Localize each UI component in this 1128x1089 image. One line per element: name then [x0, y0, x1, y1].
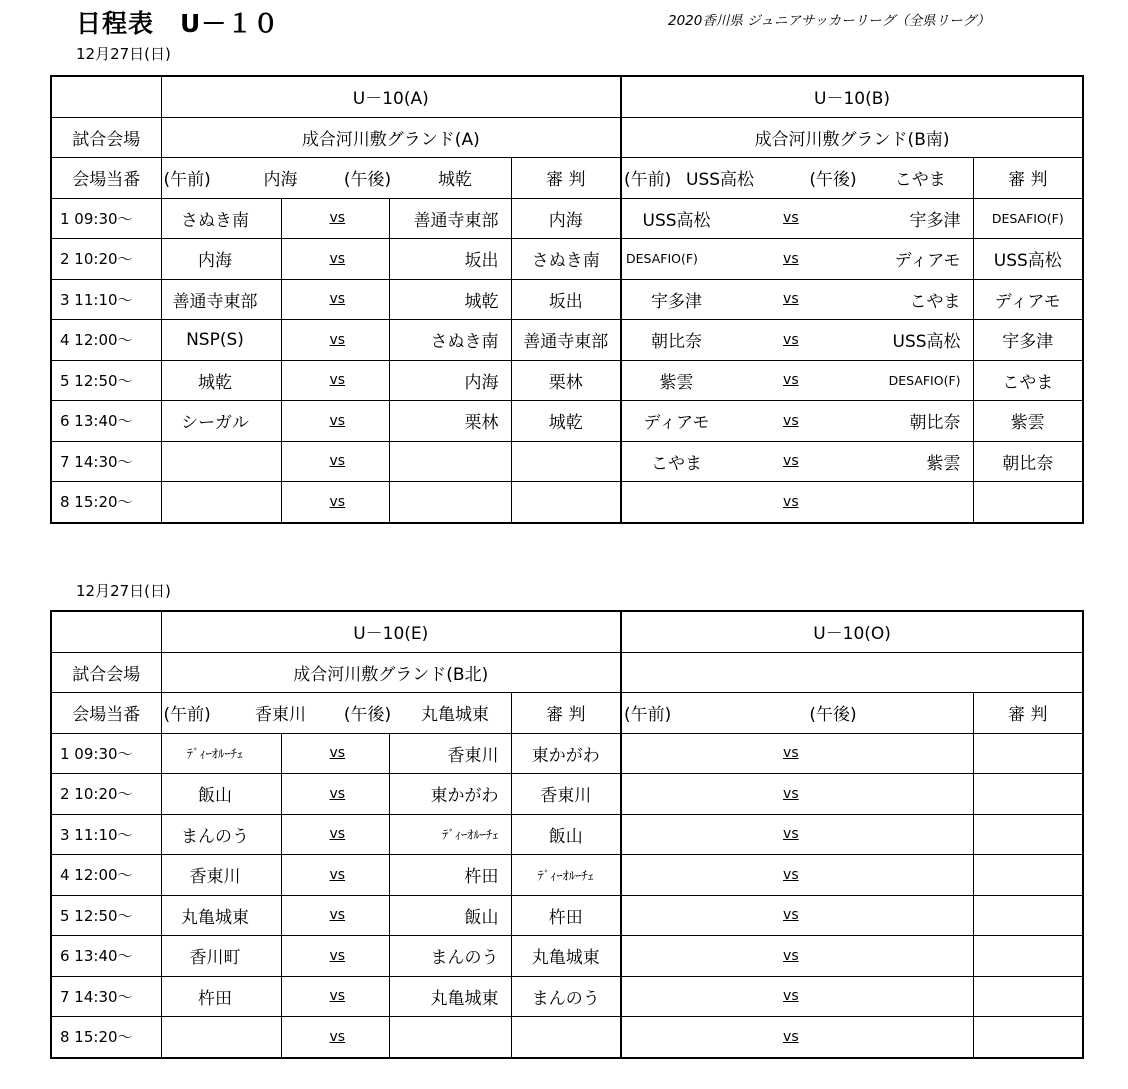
- referee-right: [973, 976, 1083, 1017]
- vs-label-right: vs: [731, 441, 847, 482]
- kickoff-time: 2 10:20～: [51, 239, 161, 280]
- referee-right: 紫雲: [973, 401, 1083, 442]
- match-row: [51, 1017, 1083, 1058]
- match-row: [51, 774, 1083, 815]
- away-team-left: まんのう: [389, 936, 511, 977]
- away-team-right: DESAFIO(F): [847, 360, 973, 401]
- away-team-left: ﾃﾞｨｰｵﾙｰﾁｪ: [389, 814, 511, 855]
- referee-left: [511, 441, 621, 482]
- referee-left: [511, 1017, 621, 1058]
- venue-right: [621, 652, 1083, 693]
- match-row: [51, 360, 1083, 401]
- vs-label-left: vs: [281, 774, 389, 815]
- kickoff-time: 7 14:30～: [51, 976, 161, 1017]
- home-team-right: DESAFIO(F): [621, 239, 731, 280]
- duty-row: [51, 693, 1083, 734]
- home-team-right: [621, 976, 731, 1017]
- home-team-left: [161, 1017, 281, 1058]
- venue-row: [51, 117, 1083, 158]
- referee-left: 香東川: [511, 774, 621, 815]
- home-team-right: 紫雲: [621, 360, 731, 401]
- vs-label-left: vs: [281, 198, 389, 239]
- group-title-left: U－10(E): [161, 611, 621, 652]
- away-team-right: [847, 814, 973, 855]
- referee-right: 朝比奈: [973, 441, 1083, 482]
- vs-label-right: vs: [731, 855, 847, 896]
- referee-left: 内海: [511, 198, 621, 239]
- duty-am-team: 内海: [263, 170, 298, 191]
- away-team-left: 坂出: [389, 239, 511, 280]
- league-subtitle: 2020香川県 ジュニアサッカーリーグ（全県リーグ）: [668, 13, 991, 29]
- vs-label-right: vs: [731, 198, 847, 239]
- away-team-left: 丸亀城東: [389, 976, 511, 1017]
- referee-left: 杵田: [511, 895, 621, 936]
- vs-label-right: vs: [731, 320, 847, 361]
- duty-right: [621, 693, 973, 734]
- home-team-right: [621, 733, 731, 774]
- date-label-block2: 12月27日(日): [76, 582, 171, 600]
- duty-pm-team: 城乾: [438, 170, 472, 191]
- duty-label: 会場当番: [51, 693, 161, 734]
- kickoff-time: 8 15:20～: [51, 482, 161, 523]
- referee-right: [973, 482, 1083, 523]
- group-title-right: U－10(O): [621, 611, 1083, 652]
- match-row: [51, 198, 1083, 239]
- vs-label-right: vs: [731, 482, 847, 523]
- match-row: [51, 441, 1083, 482]
- match-row: [51, 320, 1083, 361]
- away-team-right: ディアモ: [847, 239, 973, 280]
- vs-label-left: vs: [281, 936, 389, 977]
- kickoff-time: 1 09:30～: [51, 733, 161, 774]
- kickoff-time: 3 11:10～: [51, 279, 161, 320]
- home-team-right: [621, 1017, 731, 1058]
- away-team-right: [847, 855, 973, 896]
- group-title-left: U－10(A): [161, 76, 621, 117]
- home-team-left: 内海: [161, 239, 281, 280]
- away-team-right: [847, 936, 973, 977]
- vs-label-right: vs: [731, 401, 847, 442]
- match-row: [51, 482, 1083, 523]
- kickoff-time: 4 12:00～: [51, 320, 161, 361]
- referee-left: 坂出: [511, 279, 621, 320]
- kickoff-time: 2 10:20～: [51, 774, 161, 815]
- am-label: (午前): [163, 705, 211, 726]
- duty-label: 会場当番: [51, 158, 161, 199]
- duty-left-content: [162, 693, 511, 733]
- away-team-left: 善通寺東部: [389, 198, 511, 239]
- referee-right: 宇多津: [973, 320, 1083, 361]
- home-team-right: ディアモ: [621, 401, 731, 442]
- vs-label-right: vs: [731, 1017, 847, 1058]
- referee-left: 飯山: [511, 814, 621, 855]
- referee-right: こやま: [973, 360, 1083, 401]
- duty-pm-team: 丸亀城東: [421, 705, 489, 726]
- pm-label: (午後): [343, 705, 392, 726]
- vs-label-left: vs: [281, 733, 389, 774]
- vs-label-left: vs: [281, 1017, 389, 1058]
- home-team-left: 香東川: [161, 855, 281, 896]
- referee-right: USS高松: [973, 239, 1083, 280]
- vs-label-right: vs: [731, 774, 847, 815]
- referee-left: 善通寺東部: [511, 320, 621, 361]
- home-team-right: [621, 936, 731, 977]
- duty-left-content: [162, 158, 511, 198]
- home-team-left: まんのう: [161, 814, 281, 855]
- referee-label-left: 審 判: [511, 158, 621, 199]
- vs-label-left: vs: [281, 320, 389, 361]
- away-team-right: [847, 482, 973, 523]
- home-team-right: [621, 482, 731, 523]
- pm-label: (午後): [809, 705, 857, 726]
- venue-left: 成合河川敷グランド(B北): [161, 652, 621, 693]
- referee-left: 丸亀城東: [511, 936, 621, 977]
- kickoff-time: 3 11:10～: [51, 814, 161, 855]
- away-team-right: USS高松: [847, 320, 973, 361]
- home-team-left: 善通寺東部: [161, 279, 281, 320]
- away-team-left: [389, 1017, 511, 1058]
- vs-label-right: vs: [731, 239, 847, 280]
- kickoff-time: 6 13:40～: [51, 401, 161, 442]
- away-team-left: 杵田: [389, 855, 511, 896]
- away-team-right: [847, 1017, 973, 1058]
- vs-label-right: vs: [731, 360, 847, 401]
- venue-label: 試合会場: [51, 117, 161, 158]
- home-team-left: ﾃﾞｨｰｵﾙｰﾁｪ: [161, 733, 281, 774]
- vs-label-right: vs: [731, 895, 847, 936]
- referee-left: 東かがわ: [511, 733, 621, 774]
- away-team-right: [847, 774, 973, 815]
- date-label-block1: 12月27日(日): [76, 45, 171, 63]
- referee-left: 城乾: [511, 401, 621, 442]
- referee-label-right: 審 判: [973, 158, 1083, 199]
- am-label: (午前): [624, 170, 672, 191]
- vs-label-left: vs: [281, 239, 389, 280]
- referee-right: [973, 855, 1083, 896]
- venue-left: 成合河川敷グランド(A): [161, 117, 621, 158]
- vs-label-left: vs: [281, 814, 389, 855]
- vs-label-left: vs: [281, 401, 389, 442]
- home-team-right: [621, 814, 731, 855]
- home-team-left: [161, 482, 281, 523]
- duty-left: [161, 693, 511, 734]
- vs-label-left: vs: [281, 976, 389, 1017]
- duty-am-team: USS高松: [686, 170, 755, 191]
- home-team-left: 香川町: [161, 936, 281, 977]
- away-team-right: 紫雲: [847, 441, 973, 482]
- match-row: [51, 239, 1083, 280]
- away-team-left: 栗林: [389, 401, 511, 442]
- away-team-left: [389, 482, 511, 523]
- corner-cell: [51, 76, 161, 117]
- home-team-right: [621, 774, 731, 815]
- schedule-table-block1: [50, 75, 1084, 524]
- home-team-left: シーガル: [161, 401, 281, 442]
- referee-right: [973, 936, 1083, 977]
- away-team-left: 城乾: [389, 279, 511, 320]
- home-team-right: 宇多津: [621, 279, 731, 320]
- home-team-right: [621, 855, 731, 896]
- referee-right: [973, 774, 1083, 815]
- group-header-row: [51, 611, 1083, 652]
- group-title-right: U－10(B): [621, 76, 1083, 117]
- home-team-left: 丸亀城東: [161, 895, 281, 936]
- vs-label-left: vs: [281, 441, 389, 482]
- kickoff-time: 8 15:20～: [51, 1017, 161, 1058]
- referee-left: [511, 482, 621, 523]
- away-team-right: こやま: [847, 279, 973, 320]
- referee-left: まんのう: [511, 976, 621, 1017]
- duty-right: [621, 158, 973, 199]
- vs-label-left: vs: [281, 855, 389, 896]
- referee-left: 栗林: [511, 360, 621, 401]
- away-team-right: [847, 895, 973, 936]
- venue-right: 成合河川敷グランド(B南): [621, 117, 1083, 158]
- referee-right: [973, 733, 1083, 774]
- away-team-left: 香東川: [389, 733, 511, 774]
- match-row: [51, 733, 1083, 774]
- corner-cell: [51, 611, 161, 652]
- home-team-left: 杵田: [161, 976, 281, 1017]
- referee-label-left: 審 判: [511, 693, 621, 734]
- venue-label: 試合会場: [51, 652, 161, 693]
- kickoff-time: 4 12:00～: [51, 855, 161, 896]
- away-team-left: [389, 441, 511, 482]
- vs-label-left: vs: [281, 279, 389, 320]
- vs-label-right: vs: [731, 279, 847, 320]
- away-team-left: 飯山: [389, 895, 511, 936]
- match-row: [51, 855, 1083, 896]
- pm-label: (午後): [809, 170, 857, 191]
- kickoff-time: 1 09:30～: [51, 198, 161, 239]
- duty-pm-team: こやま: [894, 170, 946, 191]
- away-team-right: [847, 976, 973, 1017]
- schedule-table-block2: [50, 610, 1084, 1059]
- kickoff-time: 6 13:40～: [51, 936, 161, 977]
- referee-right: [973, 1017, 1083, 1058]
- vs-label-right: vs: [731, 936, 847, 977]
- duty-right-content: [622, 693, 973, 733]
- duty-row: [51, 158, 1083, 199]
- home-team-right: USS高松: [621, 198, 731, 239]
- home-team-left: さぬき南: [161, 198, 281, 239]
- match-row: [51, 401, 1083, 442]
- kickoff-time: 5 12:50～: [51, 360, 161, 401]
- page-title: 日程表 U－１０: [76, 9, 280, 38]
- away-team-right: [847, 733, 973, 774]
- away-team-left: 東かがわ: [389, 774, 511, 815]
- home-team-left: [161, 441, 281, 482]
- vs-label-right: vs: [731, 814, 847, 855]
- match-row: [51, 814, 1083, 855]
- duty-right-content: [622, 158, 973, 198]
- vs-label-left: vs: [281, 482, 389, 523]
- away-team-right: 朝比奈: [847, 401, 973, 442]
- match-row: [51, 976, 1083, 1017]
- away-team-left: さぬき南: [389, 320, 511, 361]
- referee-right: ディアモ: [973, 279, 1083, 320]
- referee-left: ﾃﾞｨｰｵﾙｰﾁｪ: [511, 855, 621, 896]
- am-label: (午前): [163, 170, 211, 191]
- away-team-right: 宇多津: [847, 198, 973, 239]
- match-row: [51, 279, 1083, 320]
- am-label: (午前): [624, 705, 672, 726]
- duty-am-team: 香東川: [255, 705, 306, 726]
- referee-label-right: 審 判: [973, 693, 1083, 734]
- group-header-row: [51, 76, 1083, 117]
- referee-right: DESAFIO(F): [973, 198, 1083, 239]
- home-team-left: 飯山: [161, 774, 281, 815]
- referee-left: さぬき南: [511, 239, 621, 280]
- kickoff-time: 7 14:30～: [51, 441, 161, 482]
- pm-label: (午後): [343, 170, 392, 191]
- home-team-right: 朝比奈: [621, 320, 731, 361]
- kickoff-time: 5 12:50～: [51, 895, 161, 936]
- duty-left: [161, 158, 511, 199]
- referee-right: [973, 814, 1083, 855]
- venue-row: [51, 652, 1083, 693]
- vs-label-right: vs: [731, 733, 847, 774]
- away-team-left: 内海: [389, 360, 511, 401]
- vs-label-left: vs: [281, 360, 389, 401]
- match-row: [51, 936, 1083, 977]
- vs-label-left: vs: [281, 895, 389, 936]
- home-team-right: こやま: [621, 441, 731, 482]
- home-team-right: [621, 895, 731, 936]
- match-row: [51, 895, 1083, 936]
- home-team-left: 城乾: [161, 360, 281, 401]
- home-team-left: NSP(S): [161, 320, 281, 361]
- vs-label-right: vs: [731, 976, 847, 1017]
- referee-right: [973, 895, 1083, 936]
